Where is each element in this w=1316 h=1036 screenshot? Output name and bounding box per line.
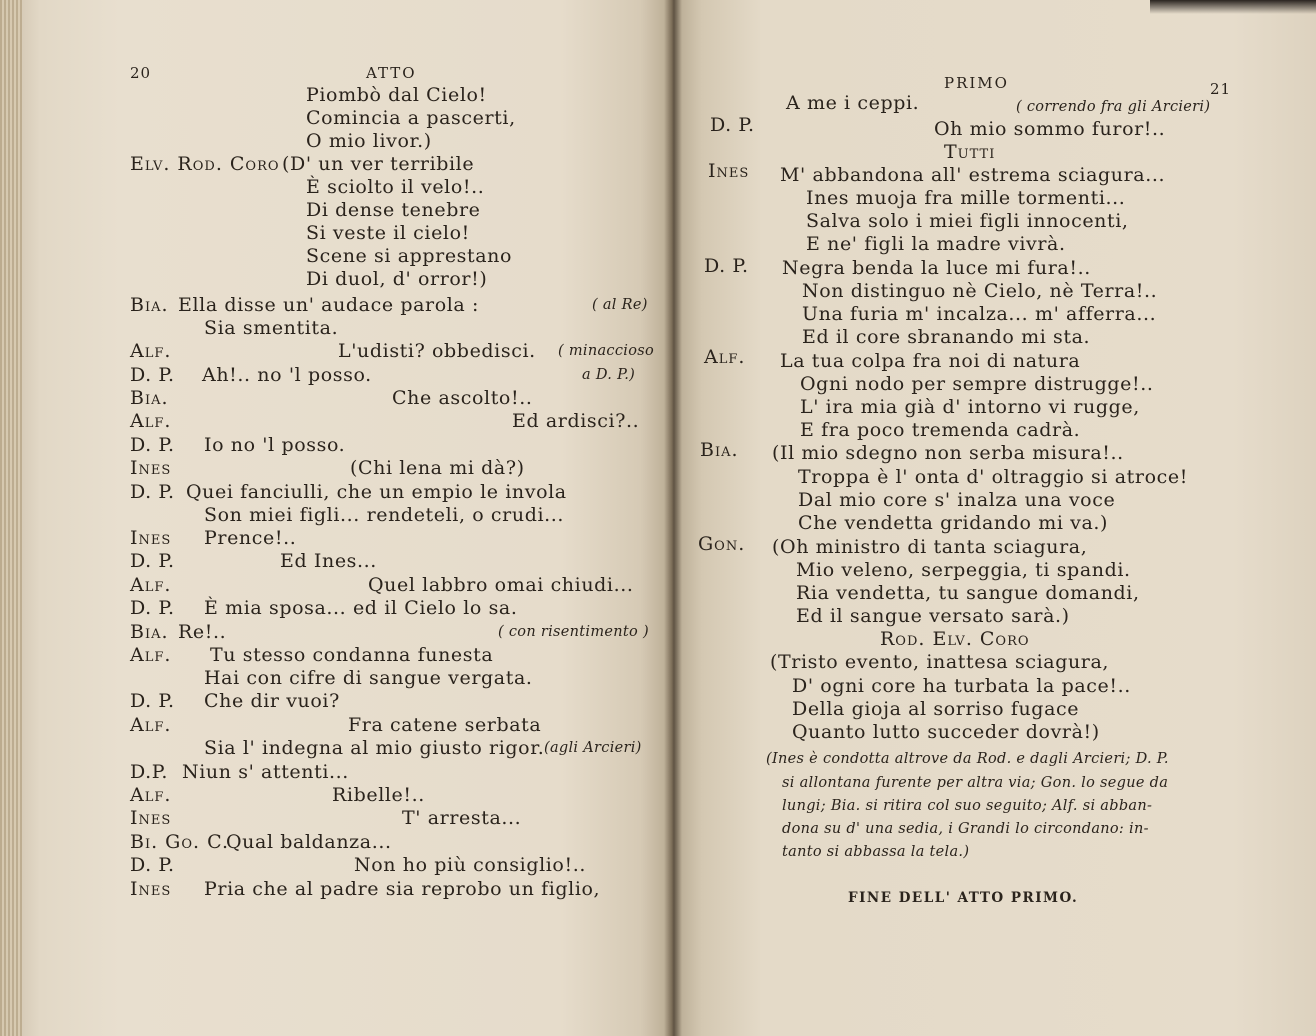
- verse-line: Scene si apprestano: [306, 245, 513, 267]
- verse-line: Son miei figli... rendeteli, o crudi...: [204, 504, 565, 526]
- verse-line: Dal mio core s' inalza una voce: [798, 489, 1116, 511]
- speaker-label: D.P.: [130, 761, 168, 783]
- verse-line: Quel labbro omai chiudi...: [368, 574, 634, 596]
- verse-line: La tua colpa fra noi di natura: [780, 350, 1081, 372]
- stage-direction-final: (Ines è condotta altrove da Rod. e dagli Arcieri; D. P.: [766, 751, 1169, 767]
- verse-line: Non ho più consiglio!..: [354, 854, 586, 876]
- speaker-label: D. P.: [704, 255, 749, 277]
- verse-line: Che vendetta gridando mi va.): [798, 512, 1109, 534]
- verse-line: Mio veleno, serpeggia, ti spandi.: [796, 559, 1131, 581]
- stage-direction: ( correndo fra gli Arcieri): [1016, 99, 1211, 115]
- verse-line: Piombò dal Cielo!: [306, 84, 487, 106]
- speaker-label: Gon.: [698, 533, 746, 555]
- speaker-label: Ines: [130, 457, 172, 479]
- verse-line: Tu stesso condanna funesta: [210, 644, 494, 666]
- scan-shadow: [1150, 0, 1316, 14]
- stage-direction-final: si allontana furente per altra via; Gon. lo segue da: [782, 775, 1169, 791]
- verse-line: L' ira mia già d' intorno vi rugge,: [800, 396, 1140, 418]
- verse-line: Della gioja al sorriso fugace: [792, 698, 1080, 720]
- speaker-label: Ines: [130, 807, 172, 829]
- verse-line: Quanto lutto succeder dovrà!): [792, 721, 1100, 743]
- speaker-label: Bia.: [130, 294, 169, 316]
- verse-line: Fra catene serbata: [348, 714, 542, 736]
- verse-line: Prence!..: [204, 527, 297, 549]
- speaker-label: D. P.: [130, 364, 175, 386]
- stage-direction: a D. P.): [582, 367, 636, 383]
- speaker-label: Alf.: [130, 714, 172, 736]
- verse-line: Comincia a pascerti,: [306, 107, 516, 129]
- speaker-label: Ines: [708, 160, 750, 182]
- verse-line: Re!..: [178, 621, 227, 643]
- right-page-number: 21: [1210, 80, 1232, 98]
- speaker-label: Alf.: [130, 574, 172, 596]
- verse-line: Pria che al padre sia reprobo un figlio,: [204, 878, 601, 900]
- speaker-label: D. P.: [130, 434, 175, 456]
- left-page-number: 20: [130, 64, 152, 82]
- verse-line: Una furia m' incalza... m' afferra...: [802, 303, 1157, 325]
- verse-line: Ria vendetta, tu sangue domandi,: [796, 582, 1140, 604]
- speaker-label: Bia.: [700, 439, 739, 461]
- verse-line: Qual baldanza...: [226, 831, 392, 853]
- verse-line: Oh mio sommo furor!..: [934, 118, 1166, 140]
- right-running-head: PRIMO: [944, 74, 1009, 92]
- verse-line: Ella disse un' audace parola :: [178, 294, 479, 316]
- verse-line: (Tristo evento, inattesa sciagura,: [770, 651, 1110, 673]
- verse-line: Negra benda la luce mi fura!..: [782, 257, 1091, 279]
- speaker-label: Bi. Go. C.: [130, 831, 229, 853]
- speaker-label: D. P.: [130, 854, 175, 876]
- stage-direction: ( con risentimento ): [498, 624, 649, 640]
- speaker-label: D. P.: [130, 690, 175, 712]
- verse-line: Hai con cifre di sangue vergata.: [204, 667, 533, 689]
- verse-line: Non distinguo nè Cielo, nè Terra!..: [802, 280, 1158, 302]
- speaker-label: Elv. Rod. Coro: [130, 153, 280, 175]
- verse-line: Che ascolto!..: [392, 387, 533, 409]
- verse-line: Sia l' indegna al mio giusto rigor.: [204, 737, 545, 759]
- verse-line: (Chi lena mi dà?): [350, 457, 525, 479]
- verse-line: Troppa è l' onta d' oltraggio si atroce!: [798, 466, 1188, 488]
- left-running-head: ATTO: [366, 64, 417, 82]
- stage-direction: ( al Re): [592, 297, 648, 313]
- verse-line: Ines muoja fra mille tormenti...: [806, 187, 1126, 209]
- stage-direction: ( minaccioso: [558, 343, 655, 359]
- verse-line: Quei fanciulli, che un empio le invola: [186, 481, 567, 503]
- verse-line: Si veste il cielo!: [306, 222, 470, 244]
- verse-line: È sciolto il velo!..: [306, 176, 485, 198]
- verse-line: Ribelle!..: [332, 784, 425, 806]
- verse-line: O mio livor.): [306, 130, 432, 152]
- verse-line: Di dense tenebre: [306, 199, 481, 221]
- stage-direction-final: tanto si abbassa la tela.): [782, 844, 970, 860]
- speaker-label: Bia.: [130, 621, 169, 643]
- verse-line: È mia sposa... ed il Cielo lo sa.: [204, 597, 518, 619]
- speaker-label: Alf.: [130, 340, 172, 362]
- act-end-heading: FINE DELL' ATTO PRIMO.: [848, 890, 1079, 906]
- verse-line: T' arresta...: [402, 807, 522, 829]
- verse-line: Ed il sangue versato sarà.): [796, 605, 1070, 627]
- stage-direction-final: lungi; Bia. si ritira col suo seguito; Alf. si abban-: [782, 798, 1153, 814]
- chorus-heading: Tutti: [944, 141, 996, 163]
- verse-line: Ed Ines...: [280, 550, 377, 572]
- speaker-label: D. P.: [130, 597, 175, 619]
- verse-line: Ed ardisci?..: [512, 410, 640, 432]
- page-edges: [0, 0, 22, 1036]
- verse-line: L'udisti? obbedisci.: [338, 340, 536, 362]
- verse-line: Sia smentita.: [204, 317, 339, 339]
- speaker-label: Ines: [130, 878, 172, 900]
- verse-line: Ed il core sbranando mi sta.: [802, 326, 1091, 348]
- speaker-label: D. P.: [710, 114, 755, 136]
- right-page: [672, 0, 1316, 1036]
- verse-line: (Il mio sdegno non serba misura!..: [772, 442, 1124, 464]
- verse-line: Ah!.. no 'l posso.: [202, 364, 372, 386]
- verse-line: E ne' figli la madre vivrà.: [806, 233, 1066, 255]
- speaker-label: Alf.: [130, 644, 172, 666]
- speaker-label: D. P.: [130, 481, 175, 503]
- verse-line: M' abbandona all' estrema sciagura...: [780, 164, 1166, 186]
- verse-line: Niun s' attenti...: [182, 761, 349, 783]
- stage-direction: (agli Arcieri): [544, 740, 642, 756]
- verse-line: (D' un ver terribile: [282, 153, 475, 175]
- verse-line: Salva solo i miei figli innocenti,: [806, 210, 1129, 232]
- verse-line: Che dir vuoi?: [204, 690, 340, 712]
- speaker-label: Bia.: [130, 387, 169, 409]
- verse-line: Di duol, d' orror!): [306, 268, 488, 290]
- speaker-label: Alf.: [130, 784, 172, 806]
- chorus-heading: Rod. Elv. Coro: [880, 628, 1030, 650]
- verse-line: A me i ceppi.: [786, 92, 920, 114]
- speaker-label: Ines: [130, 527, 172, 549]
- book-gutter: [664, 0, 682, 1036]
- verse-line: Io no 'l posso.: [204, 434, 346, 456]
- speaker-label: D. P.: [130, 550, 175, 572]
- stage-direction-final: dona su d' una sedia, i Grandi lo circondano: in-: [782, 821, 1149, 837]
- speaker-label: Alf.: [704, 346, 746, 368]
- verse-line: (Oh ministro di tanta sciagura,: [772, 536, 1088, 558]
- verse-line: E fra poco tremenda cadrà.: [800, 419, 1081, 441]
- verse-line: Ogni nodo per sempre distrugge!..: [800, 373, 1154, 395]
- verse-line: D' ogni core ha turbata la pace!..: [792, 675, 1131, 697]
- speaker-label: Alf.: [130, 410, 172, 432]
